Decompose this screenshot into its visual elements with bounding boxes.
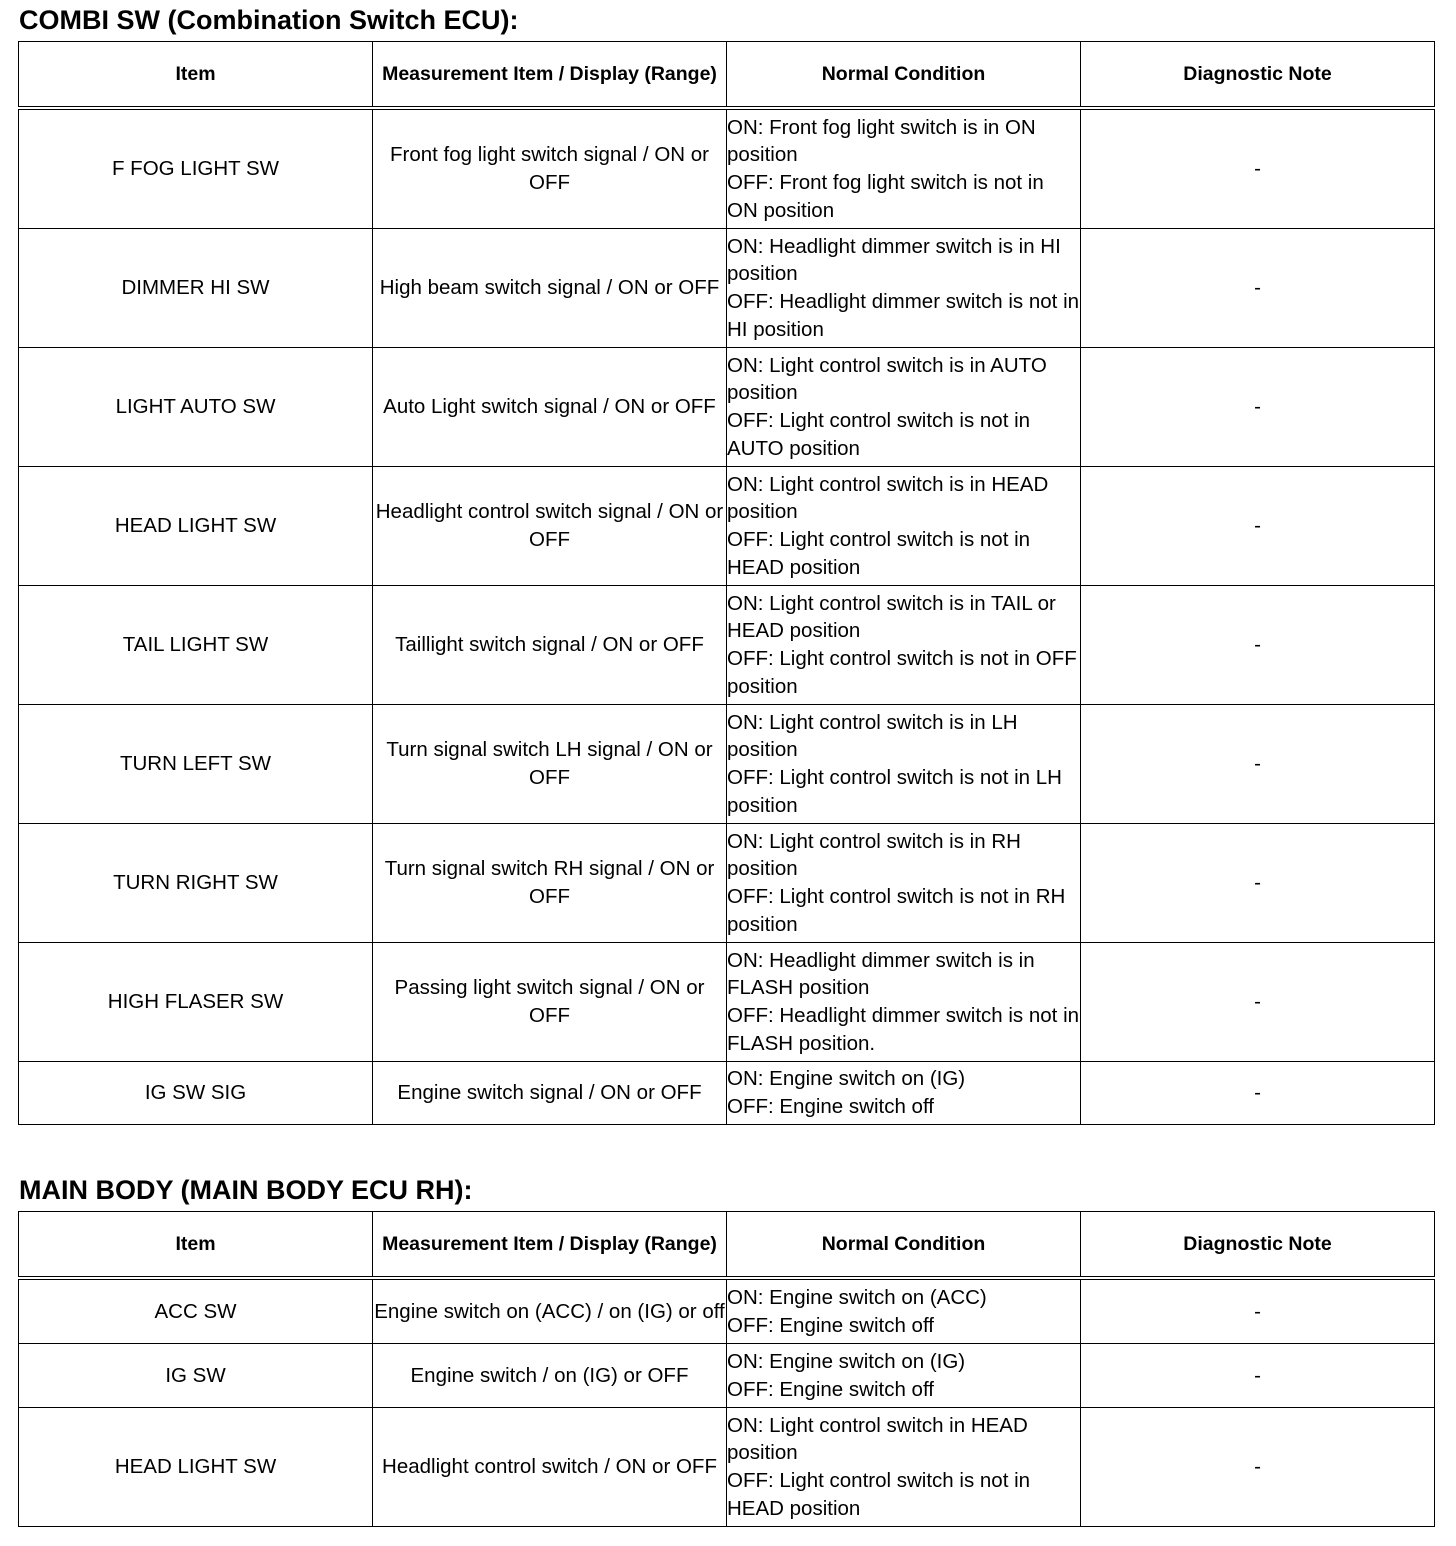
measurement-cell: Engine switch on (ACC) / on (IG) or off bbox=[373, 1278, 727, 1344]
normal-condition-cell bbox=[727, 705, 1081, 824]
section-title-main-body: MAIN BODY (MAIN BODY ECU RH): bbox=[19, 1175, 473, 1205]
normal-condition-on: ON: Headlight dimmer switch is in FLASH position bbox=[727, 948, 1035, 1000]
item-cell: ACC SW bbox=[19, 1278, 373, 1344]
combi-sw-table bbox=[18, 41, 1435, 1125]
column-header-normal-condition: Normal Condition bbox=[727, 42, 1081, 109]
normal-condition-cell bbox=[727, 348, 1081, 467]
table-row bbox=[19, 1344, 1435, 1408]
item-cell: TURN LEFT SW bbox=[19, 705, 373, 824]
normal-condition-off: OFF: Headlight dimmer switch is not in FLASH position. bbox=[727, 1004, 1080, 1055]
item-cell: IG SW bbox=[19, 1344, 373, 1408]
normal-condition-cell bbox=[727, 824, 1081, 943]
normal-condition-on: ON: Light control switch is in RH position bbox=[727, 829, 1021, 881]
normal-condition-off: OFF: Headlight dimmer switch is not in HI position bbox=[727, 290, 1080, 341]
item-cell: F FOG LIGHT SW bbox=[19, 108, 373, 229]
diagnostic-note-cell: - bbox=[1081, 1062, 1435, 1125]
table-row bbox=[19, 1062, 1435, 1125]
table-row bbox=[19, 586, 1435, 705]
normal-condition-cell bbox=[727, 1344, 1081, 1408]
measurement-cell: Front fog light switch signal / ON or OFF bbox=[373, 108, 727, 229]
table-row bbox=[19, 467, 1435, 586]
normal-condition-cell bbox=[727, 586, 1081, 705]
section-title-combi-sw: COMBI SW (Combination Switch ECU): bbox=[19, 5, 519, 35]
diagnostic-note-cell: - bbox=[1081, 1278, 1435, 1344]
normal-condition-cell bbox=[727, 1408, 1081, 1527]
normal-condition-on: ON: Front fog light switch is in ON position bbox=[727, 115, 1036, 167]
column-header-item: Item bbox=[19, 1212, 373, 1279]
table-row bbox=[19, 1278, 1435, 1344]
measurement-cell: Turn signal switch LH signal / ON or OFF bbox=[373, 705, 727, 824]
diagnostic-note-cell: - bbox=[1081, 467, 1435, 586]
column-header-item: Item bbox=[19, 42, 373, 109]
normal-condition-cell bbox=[727, 943, 1081, 1062]
normal-condition-off: OFF: Light control switch is not in HEAD position bbox=[727, 528, 1031, 579]
measurement-cell: Headlight control switch signal / ON or OFF bbox=[373, 467, 727, 586]
item-cell: TURN RIGHT SW bbox=[19, 824, 373, 943]
item-cell: IG SW SIG bbox=[19, 1062, 373, 1125]
normal-condition-cell bbox=[727, 108, 1081, 229]
table-header-row bbox=[19, 42, 1435, 109]
normal-condition-off: OFF: Light control switch is not in HEAD position bbox=[727, 1469, 1031, 1520]
measurement-cell: Headlight control switch / ON or OFF bbox=[373, 1408, 727, 1527]
normal-condition-off: OFF: Light control switch is not in AUTO position bbox=[727, 409, 1031, 460]
diagnostic-note-cell: - bbox=[1081, 586, 1435, 705]
normal-condition-on: ON: Light control switch is in LH position bbox=[727, 710, 1018, 762]
column-header-diagnostic-note: Diagnostic Note bbox=[1081, 42, 1435, 109]
normal-condition-on: ON: Engine switch on (ACC) bbox=[727, 1285, 987, 1309]
measurement-cell: Engine switch signal / ON or OFF bbox=[373, 1062, 727, 1125]
table-row bbox=[19, 229, 1435, 348]
normal-condition-on: ON: Light control switch is in HEAD position bbox=[727, 472, 1049, 524]
measurement-cell: High beam switch signal / ON or OFF bbox=[373, 229, 727, 348]
table-row bbox=[19, 348, 1435, 467]
main-body-table bbox=[18, 1211, 1435, 1527]
diagnostic-note-cell: - bbox=[1081, 943, 1435, 1062]
table-header-row bbox=[19, 1212, 1435, 1279]
normal-condition-off: OFF: Engine switch off bbox=[727, 1313, 934, 1337]
diagnostic-note-cell: - bbox=[1081, 348, 1435, 467]
normal-condition-off: OFF: Engine switch off bbox=[727, 1095, 934, 1118]
item-cell: DIMMER HI SW bbox=[19, 229, 373, 348]
normal-condition-off: OFF: Light control switch is not in LH position bbox=[727, 766, 1062, 817]
column-header-diagnostic-note: Diagnostic Note bbox=[1081, 1212, 1435, 1279]
table-row bbox=[19, 824, 1435, 943]
measurement-cell: Turn signal switch RH signal / ON or OFF bbox=[373, 824, 727, 943]
diagnostic-note-cell: - bbox=[1081, 1408, 1435, 1527]
item-cell: HEAD LIGHT SW bbox=[19, 467, 373, 586]
diagnostic-note-cell: - bbox=[1081, 705, 1435, 824]
measurement-cell: Taillight switch signal / ON or OFF bbox=[373, 586, 727, 705]
measurement-cell: Auto Light switch signal / ON or OFF bbox=[373, 348, 727, 467]
normal-condition-on: ON: Engine switch on (IG) bbox=[727, 1067, 966, 1091]
diagnostic-note-cell: - bbox=[1081, 108, 1435, 229]
item-cell: TAIL LIGHT SW bbox=[19, 586, 373, 705]
normal-condition-on: ON: Engine switch on (IG) bbox=[727, 1349, 966, 1373]
normal-condition-on: ON: Light control switch is in TAIL or HEAD position bbox=[727, 591, 1056, 643]
table-row bbox=[19, 1408, 1435, 1527]
table-row bbox=[19, 108, 1435, 229]
diagnostic-note-cell: - bbox=[1081, 1344, 1435, 1408]
normal-condition-off: OFF: Light control switch is not in RH position bbox=[727, 885, 1066, 936]
diagnostic-note-cell: - bbox=[1081, 824, 1435, 943]
table-row bbox=[19, 943, 1435, 1062]
item-cell: HEAD LIGHT SW bbox=[19, 1408, 373, 1527]
normal-condition-off: OFF: Engine switch off bbox=[727, 1377, 934, 1401]
measurement-cell: Passing light switch signal / ON or OFF bbox=[373, 943, 727, 1062]
normal-condition-cell bbox=[727, 467, 1081, 586]
item-cell: LIGHT AUTO SW bbox=[19, 348, 373, 467]
normal-condition-on: ON: Headlight dimmer switch is in HI position bbox=[727, 234, 1061, 286]
normal-condition-off: OFF: Light control switch is not in OFF position bbox=[727, 647, 1077, 698]
item-cell: HIGH FLASER SW bbox=[19, 943, 373, 1062]
normal-condition-cell bbox=[727, 1062, 1081, 1125]
column-header-normal-condition: Normal Condition bbox=[727, 1212, 1081, 1279]
table-row bbox=[19, 705, 1435, 824]
normal-condition-cell bbox=[727, 1278, 1081, 1344]
normal-condition-cell bbox=[727, 229, 1081, 348]
normal-condition-on: ON: Light control switch in HEAD position bbox=[727, 1413, 1028, 1465]
normal-condition-off: OFF: Front fog light switch is not in ON position bbox=[727, 171, 1044, 222]
measurement-cell: Engine switch / on (IG) or OFF bbox=[373, 1344, 727, 1408]
diagnostic-note-cell: - bbox=[1081, 229, 1435, 348]
normal-condition-on: ON: Light control switch is in AUTO position bbox=[727, 353, 1047, 405]
column-header-measurement: Measurement Item / Display (Range) bbox=[373, 42, 727, 109]
column-header-measurement: Measurement Item / Display (Range) bbox=[373, 1212, 727, 1279]
